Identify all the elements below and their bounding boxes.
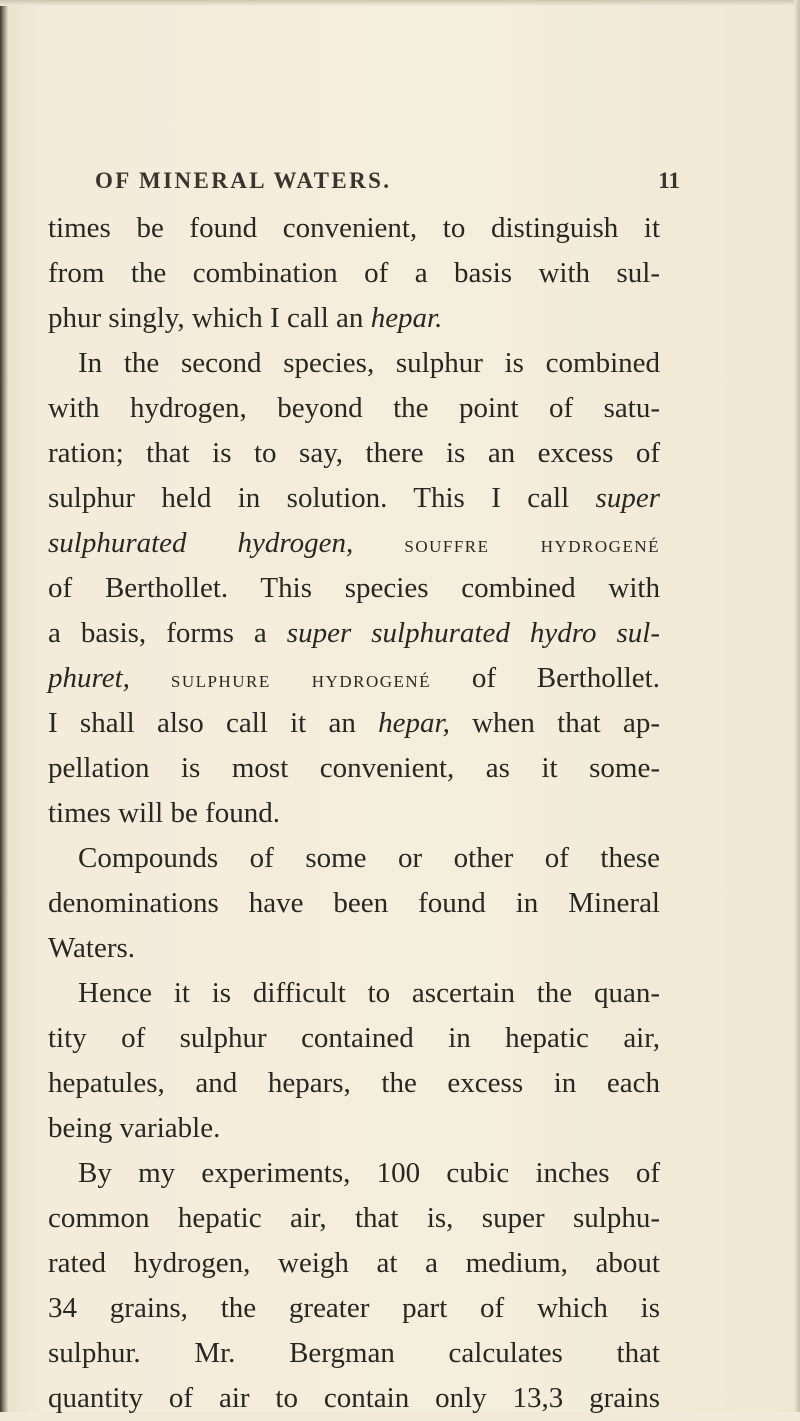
text-span: times will be found. (48, 797, 280, 829)
italic-term: phuret, (48, 662, 130, 694)
text-span: In the second species, sulphur is combined (78, 347, 660, 379)
text-line-15 (48, 836, 660, 881)
text-span: I shall also call it an (48, 707, 379, 739)
text-line-22 (48, 1151, 660, 1196)
text-span: tity of sulphur contained in hepatic air, (48, 1022, 660, 1054)
page-binding-edge (0, 0, 8, 1412)
text-span: quantity of air to contain only 13,3 grains (48, 1382, 660, 1414)
text-span: 34 grains, the greater part of which is (48, 1292, 660, 1324)
italic-term: sulphurated hydrogen, (48, 527, 354, 559)
running-head (80, 168, 680, 202)
text-span: denominations have been found in Mineral (48, 887, 660, 919)
text-span: a basis, forms a (48, 617, 287, 649)
page-number: 11 (658, 168, 680, 193)
text-line-3 (48, 296, 660, 341)
text-line-6 (48, 431, 660, 476)
page-top-edge (0, 0, 800, 6)
text-span: By my experiments, 100 cubic inches of (78, 1157, 660, 1189)
text-line-12 (48, 701, 660, 746)
text-span: rated hydrogen, weigh at a medium, about (48, 1247, 660, 1279)
text-line-5 (48, 386, 660, 431)
text-line-7 (48, 476, 660, 521)
text-span: ration; that is to say, there is an excess of (48, 437, 660, 469)
small-caps-term: sulphure hydrogené (129, 667, 432, 693)
text-line-27 (48, 1376, 660, 1421)
text-line-17 (48, 926, 660, 971)
text-line-14 (48, 791, 660, 836)
text-line-2 (48, 251, 660, 296)
text-span: sulphur held in solution. This I call (48, 482, 596, 514)
text-span: from the combination of a basis with sul- (48, 257, 660, 289)
text-line-11 (48, 656, 660, 701)
text-span: hepatules, and hepars, the excess in each (48, 1067, 660, 1099)
running-title: OF MINERAL WATERS. (95, 168, 392, 193)
text-span: with hydrogen, beyond the point of satu- (48, 392, 660, 424)
text-line-8 (48, 521, 660, 566)
text-line-10 (48, 611, 660, 656)
text-line-18 (48, 971, 660, 1016)
text-span: phur singly, which I call an (48, 302, 371, 334)
text-line-21 (48, 1106, 660, 1151)
italic-term: hepar. (370, 302, 443, 334)
text-span: of Berthollet. This species combined with (48, 572, 660, 604)
text-line-16 (48, 881, 660, 926)
text-line-9 (48, 566, 660, 611)
text-span: Waters. (48, 932, 136, 964)
body-text (48, 206, 660, 1421)
text-line-19 (48, 1016, 660, 1061)
text-span: pellation is most convenient, as it some- (48, 752, 660, 784)
italic-term: hepar, (378, 707, 450, 739)
text-span: Compounds of some or other of these (78, 842, 660, 874)
text-span: when that ap- (449, 707, 660, 739)
text-span: sulphur. Mr. Bergman calculates that (48, 1337, 660, 1369)
text-span: times be found convenient, to distinguish it (48, 212, 660, 244)
text-span: common hepatic air, that is, super sulphu- (48, 1202, 660, 1234)
italic-term: super sulphurated hydro sul- (286, 617, 660, 649)
text-line-20 (48, 1061, 660, 1106)
text-line-25 (48, 1286, 660, 1331)
text-line-4 (48, 341, 660, 386)
text-line-13 (48, 746, 660, 791)
italic-term: super (595, 482, 660, 514)
text-line-23 (48, 1196, 660, 1241)
text-span: Hence it is difficult to ascertain the quan- (78, 977, 660, 1009)
text-line-24 (48, 1241, 660, 1286)
page-right-edge (794, 0, 800, 1412)
text-line-26 (48, 1331, 660, 1376)
text-span: of Berthollet. (431, 662, 660, 694)
small-caps-term: souffre hydrogené (353, 532, 660, 558)
text-span: being variable. (48, 1112, 221, 1144)
text-line-1 (48, 206, 660, 251)
